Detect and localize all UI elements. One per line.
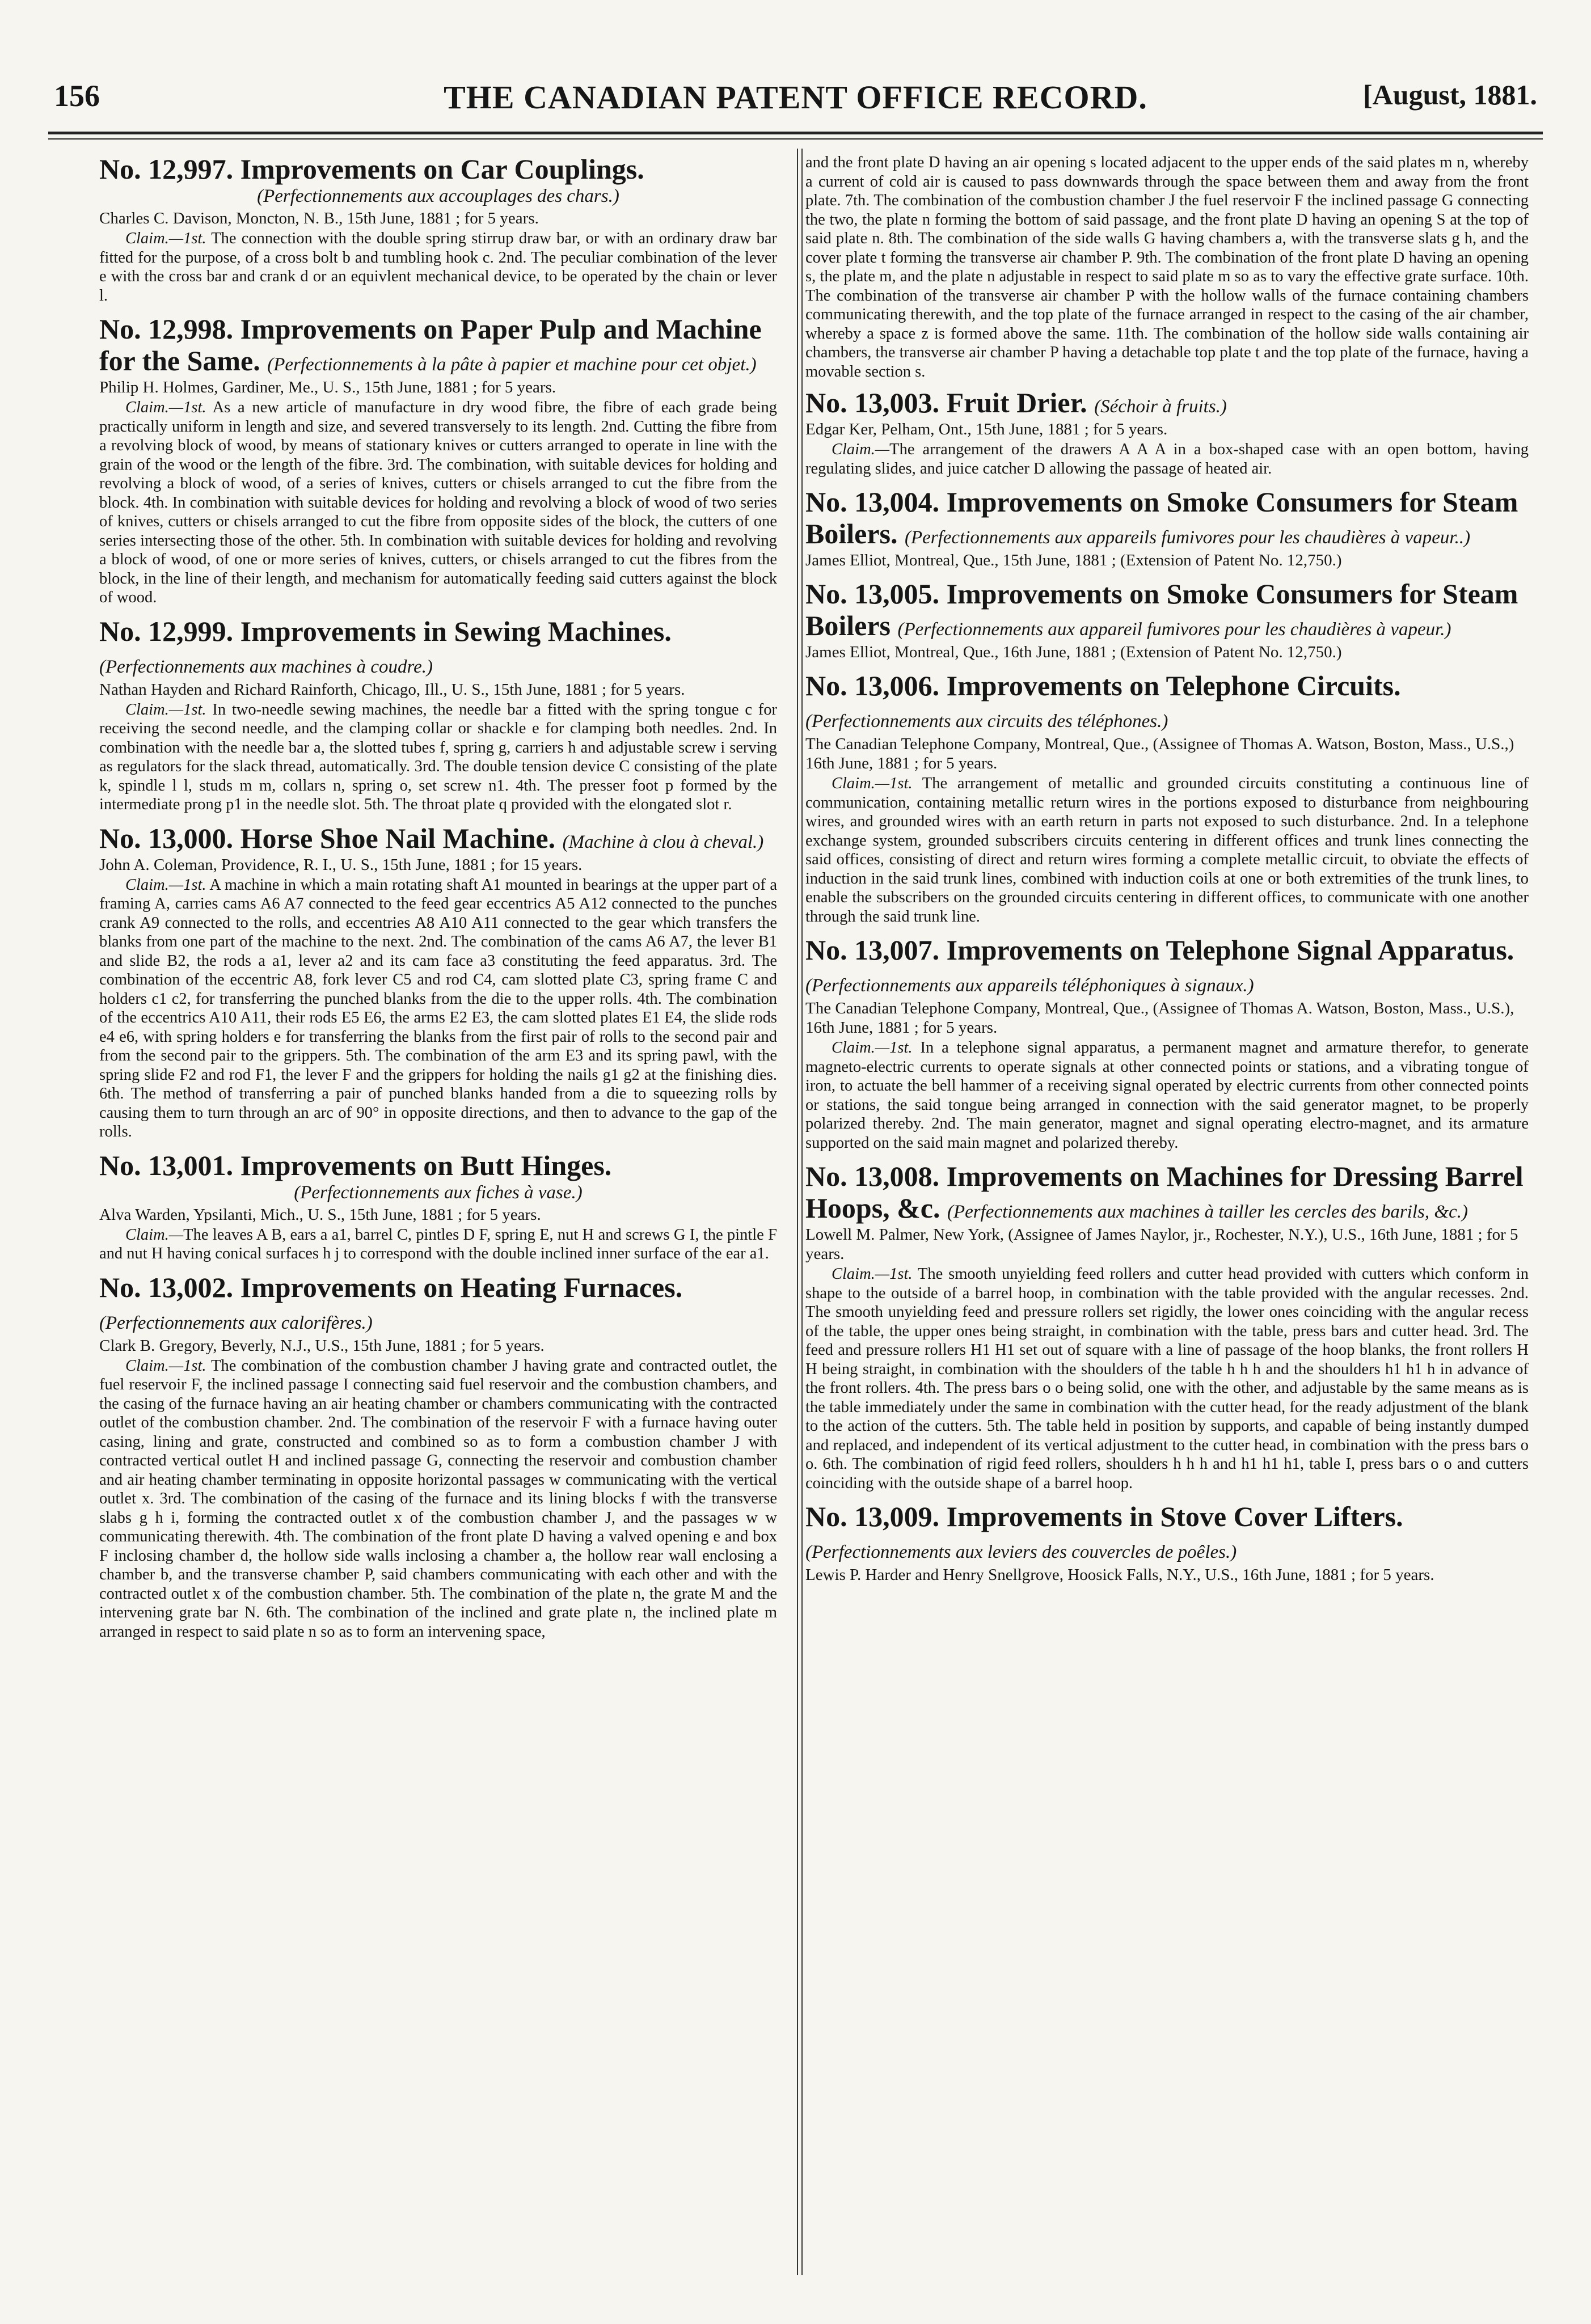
patent-inventor: John A. Coleman, Providence, R. I., U. S., 15th June, 1881 ; for 15 years. xyxy=(99,855,583,874)
claim-label: Claim.—1st. xyxy=(125,1357,206,1375)
patent-claim: The connection with the double spring stirrup draw bar, or with an ordinary draw bar fitted for the purpose, of a cross bolt b and tumbling hook c. 2nd. The peculiar combination of the lever e with the cross bar and crank d or an equivlent mechanical device, to be operated by the chain or lever l. xyxy=(99,230,777,305)
patent-title: Improvements on Heating Furnaces. xyxy=(240,1271,683,1303)
patent-inventor: James Elliot, Montreal, Que., 15th June, 1881 ; (Extension of Patent No. 12,750.) xyxy=(805,551,1342,569)
patent-title: Improvements on Smoke Consumers for Steam Boilers. xyxy=(805,486,1518,550)
claim-label: Claim.— xyxy=(125,1226,184,1244)
claim-label: Claim.—1st. xyxy=(832,775,913,792)
patent-entry-13003 xyxy=(805,387,1529,478)
patent-claim: The leaves A B, ears a a1, barrel C, pintles D F, spring E, nut H and screws G I, the pintle F and nut H having conical surfaces h j to correspond with the double inclined inner surface of the ear a1. xyxy=(99,1226,777,1262)
page-date: [August, 1881. xyxy=(1363,79,1537,111)
patent-entry-13008 xyxy=(805,1160,1529,1493)
patent-claim: In two-needle sewing machines, the needle bar a fitted with the spring tongue c for receiving the second needle, and the clamping collar or shackle e for clamping both needles. 2nd. In combination with the needle bar a, the slotted tubes f, spring g, carriers h and adjustable screw i serving as regulators for the slack thread, automatically. 3rd. The double tension device C consisting of the plate k, spindle l l, studs m m, collars n, spring o, set screw n1. 4th. The presser foot p formed by the intermediate prong p1 in the needle slot. 5th. The throat plate q provided with the elongated slot r. xyxy=(99,700,777,813)
claim-label: Claim.—1st. xyxy=(125,876,206,894)
claim-label: Claim.—1st. xyxy=(832,1039,913,1057)
patent-french-title: (Perfectionnements aux circuits des téléphones.) xyxy=(805,711,1168,732)
left-column xyxy=(99,153,777,2285)
patent-inventor: The Canadian Telephone Company, Montreal, Que., (Assignee of Thomas A. Watson, Boston, Mass., U.S.,) 16th June, 1881 ; for 5 years. xyxy=(805,735,1514,772)
patent-claim: The smooth unyielding feed rollers and cutter head provided with cutters which conform in shape to the outside of a barrel hoop, in combination with the table provided with the angular recesses. 2nd. The smooth unyielding feed and pressure rollers set rigidly, the lower ones coinciding with the angular recess of the table, the upper ones being straight, in combination with the table, press bars and cutter head. 3rd. The feed and pressure rollers H1 H1 set out of square with a line of passage of the hoop blanks, the front rollers H H being straight, in combination with the shoulders of the table h h h and the shoulders h1 h1 h in advance of the front rollers. 4th. The press bars o o being solid, one with the other, and adjustable by the same means as is the table immediately under the same in combination with the cutter head, for the ready adjustment of the blank to the action of the cutters. 5th. The table held in position by supports, and capable of being instantly dumped and replaced, and independent of its vertical adjustment to the cutter head, in combination with the press bars o o. 6th. The combination of rigid feed rollers, shoulders h h h and h1 h1 h1, table I, press bars o o and cutters coinciding with the outside shape of a barrel hoop. xyxy=(805,1265,1529,1492)
patent-claim: A machine in which a main rotating shaft A1 mounted in bearings at the upper part of a framing A, carries cams A6 A7 connected to the feed gear eccentrics A5 A12 connected to the punches crank A9 connected to the rolls, and eccentries A8 A10 A11 connected to the gear which transfers the blanks from one part of the machine to the next. 2nd. The combination of the cams A6 A7, the lever B1 and slide B2, the rods a a1, lever a2 and its cam face a3 constituting the feed apparatus. 3rd. The combination of the eccentric A8, fork lever C5 and rod C4, cam slotted plate C3, spring frame C and holders c1 c2, for transferring the punched blanks from the die to the upper rolls. 4th. The combination of the eccentrics A10 A11, their rods E5 E6, the arms E2 E3, the cam slotted plates E1 E4, the slide rods e4 e6, with spring holders e for transferring the blanks from the first pair of rolls to the second pair and from the second pair to the grippers. 5th. The combination of the arm E3 and its spring pawl, with the spring slide F2 and rod F1, the lever F and the grippers for holding the nails g1 g2 at the finishing dies. 6th. The method of transferring a pair of punched blanks handed from a die to squeezing rolls by causing them to turn through an arc of 90° in opposite directions, and then to advance to the gap of the rolls. xyxy=(99,876,777,1140)
patent-inventor: Alva Warden, Ypsilanti, Mich., U. S., 15th June, 1881 ; for 5 years. xyxy=(99,1205,541,1224)
patent-title: Improvements on Telephone Circuits. xyxy=(946,670,1401,702)
patent-entry-13009 xyxy=(805,1501,1529,1584)
header-rule-thin xyxy=(48,138,1543,140)
patent-french-title: (Séchoir à fruits.) xyxy=(1094,396,1227,417)
patent-number: No. 13,005. xyxy=(805,578,940,610)
patent-title: Horse Shoe Nail Machine. xyxy=(240,822,556,854)
patent-french-title: (Perfectionnements aux appareil fumivores pour les chaudières à vapeur.) xyxy=(897,619,1451,640)
patent-inventor: Nathan Hayden and Richard Rainforth, Chicago, Ill., U. S., 15th June, 1881 ; for 5 years. xyxy=(99,680,685,699)
patent-french-title: (Perfectionnements aux fiches à vase.) xyxy=(294,1182,583,1203)
patent-french-title: (Perfectionnements aux machines à tailler les cercles des barils, &c.) xyxy=(947,1202,1468,1222)
continued-claim-text: and the front plate D having an air opening s located adjacent to the upper ends of the said plates m n, whereby a current of cold air is caused to pass downwards through the space between them and away from the front plate. 7th. The combination of the combustion chamber J the fuel reservoir F the inclined passage G connecting the two, the plate n forming the bottom of said passage, and the front plate D having an opening S at the top of said plate n. 8th. The combination of the side walls G having chambers a, with the transverse slats g h, and the cover plate t forming the transverse air chamber P. 9th. The combination of the front plate D having an opening s, the plate m, and the plate n adjustable in respect to said plate m so as to vary the effective grate surface. 10th. The combination of the transverse air chamber P with the hollow walls of the furnace containing chambers communicating therewith, and the top plate of the furnace arranged in respect to the casing of the air chamber, whereby a space z is formed above the same. 11th. The combination of the hollow side walls containing air chambers, the transverse air chamber P having a detachable top plate t and the top plate of the furnace, having a movable section s. xyxy=(805,154,1529,381)
claim-label: Claim.— xyxy=(832,441,890,458)
patent-inventor: James Elliot, Montreal, Que., 16th June, 1881 ; (Extension of Patent No. 12,750.) xyxy=(805,643,1342,661)
claim-label: Claim.—1st. xyxy=(125,399,206,416)
patent-number: No. 12,999. xyxy=(99,615,234,647)
column-divider-inner xyxy=(801,149,803,2275)
patent-inventor: Lewis P. Harder and Henry Snellgrove, Hoosick Falls, N.Y., U.S., 16th June, 1881 ; for 5 years. xyxy=(805,1566,1434,1584)
patent-number: No. 12,997. xyxy=(99,153,234,185)
patent-entry-12998 xyxy=(99,313,777,607)
patent-entry-12999 xyxy=(99,615,777,814)
patent-number: No. 13,003. xyxy=(805,387,940,419)
patent-title: Improvements in Stove Cover Lifters. xyxy=(946,1501,1403,1532)
patent-french-title: (Perfectionnements aux appareils fumivores pour les chaudières à vapeur..) xyxy=(904,527,1471,548)
patent-french-title: (Perfectionnements aux appareils téléphoniques à signaux.) xyxy=(805,975,1254,996)
patent-title: Improvements in Sewing Machines. xyxy=(240,615,672,647)
patent-entry-13004 xyxy=(805,486,1529,570)
patent-title: Improvements on Car Couplings. xyxy=(240,153,644,185)
patent-inventor: Philip H. Holmes, Gardiner, Me., U. S., 15th June, 1881 ; for 5 years. xyxy=(99,378,556,396)
patent-claim: The arrangement of the drawers A A A in a box-shaped case with an open bottom, having regulating slides, and juice catcher D allowing the passage of heated air. xyxy=(805,441,1529,478)
patent-entry-13005 xyxy=(805,578,1529,662)
column-divider xyxy=(797,149,798,2275)
patent-title: Improvements on Paper Pulp and Machine for the Same. xyxy=(99,313,762,377)
patent-title: Improvements on Telephone Signal Apparatus. xyxy=(946,934,1514,966)
patent-entry-13007 xyxy=(805,934,1529,1152)
patent-claim: As a new article of manufacture in dry wood fibre, the fibre of each grade being practically uniform in length and size, and severed transversely to its length. 2nd. Cutting the fibre from a revolving block of wood, by means of stationary knives or cutters arranged to operate in line with the grain of the wood or the length of the fibre. 3rd. The combination, with suitable devices for holding and revolving a block of wood, of a series of knives, cutters or chisels arranged to cut the fibre from the block. 4th. In combination with suitable devices for holding and revolving a block of wood of two series of knives, cutters or chisels arranged to cut the fibre from opposite sides of the block, the cutters of one series intersecting those of the other. 5th. In combination with suitable devices for holding and revolving a block of wood, of one or more series of knives, cutters, or chisels arranged to cut the fibres from the block, in the line of their length, and mechanism for automatically feeding said cutters against the block of wood. xyxy=(99,399,777,606)
patent-french-title: (Machine à clou à cheval.) xyxy=(562,831,764,852)
patent-number: No. 12,998. xyxy=(99,313,234,345)
patent-french-title: (Perfectionnements à la pâte à papier et machine pour cet objet.) xyxy=(267,354,757,375)
patent-title: Improvements on Machines for Dressing Barrel Hoops, &c. xyxy=(805,1160,1524,1224)
patent-number: No. 13,009. xyxy=(805,1501,940,1532)
patent-inventor: Charles C. Davison, Moncton, N. B., 15th June, 1881 ; for 5 years. xyxy=(99,209,539,227)
patent-french-title: (Perfectionnements aux machines à coudre.) xyxy=(99,656,433,677)
patent-title: Fruit Drier. xyxy=(946,387,1087,419)
patent-inventor: Lowell M. Palmer, New York, (Assignee of James Naylor, jr., Rochester, N.Y.), U.S., 16th June, 1881 ; for 5 years. xyxy=(805,1226,1518,1263)
patent-entry-13001 xyxy=(99,1150,777,1264)
patent-number: No. 13,002. xyxy=(99,1271,234,1303)
page-header xyxy=(54,67,1537,118)
patent-claim: The combination of the combustion chamber J having grate and contracted outlet, the fuel reservoir F, the inclined passage I connecting said fuel reservoir and the combustion chambers, and the casing of the furnace having an air heating chamber or chambers communicating with the contracted outlet of the combustion chamber. 2nd. The combination of the reservoir F with a furnace having outer casing, lining and grate, constructed and combined so as to form a combustion chamber J with contracted vertical outlet H and inclined passage G, connecting the reservoir and combustion chamber and air heating chamber terminating in opposite horizontal passages w communicating with the vertical outlet x. 3rd. The combination of the casing of the furnace and its lining blocks f with the transverse slabs g h i, forming the contracted outlet x of the combustion chamber J, and the passages w w communicating therewith. 4th. The combination of the front plate D having a valved opening e and box F inclosing chamber d, the hollow side walls inclosing a chamber a, the hollow rear wall enclosing a chamber b, and the transverse chamber P, said chambers communicating with each other and with the contracted outlet x of the combustion chamber. 5th. The combination of the plate n, the grate M and the intervening grate bar N. 6th. The combination of the inclined and grate plate n, the inclined plate m arranged in respect to said plate n so as to form an intervening space, xyxy=(99,1357,777,1641)
patent-inventor: Edgar Ker, Pelham, Ont., 15th June, 1881 ; for 5 years. xyxy=(805,420,1168,438)
page-number: 156 xyxy=(54,79,100,113)
patent-title: Improvements on Butt Hinges. xyxy=(240,1149,612,1181)
patent-number: No. 13,008. xyxy=(805,1160,940,1192)
patent-entry-13006 xyxy=(805,670,1529,926)
patent-number: No. 13,006. xyxy=(805,670,940,702)
claim-label: Claim.—1st. xyxy=(832,1265,913,1283)
right-column xyxy=(805,153,1529,2285)
patent-french-title: (Perfectionnements aux leviers des couvercles de poêles.) xyxy=(805,1542,1237,1562)
header-rule xyxy=(48,132,1543,134)
patent-claim: In a telephone signal apparatus, a permanent magnet and armature therefor, to generate magneto-electric currents to operate signals at other connected points or stations, and a vibrating tongue of iron, to actuate the bell hammer of a receiving signal operated by electric currents from other connected points or stations, the said tongue being arranged in connection with the said generator magnet, to be properly polarized thereby. 2nd. The main generator, magnet and signal operating electro-magnet, and its armature supported on the said main magnet and polarized thereby. xyxy=(805,1039,1529,1152)
patent-number: No. 13,004. xyxy=(805,486,940,518)
claim-label: Claim.—1st. xyxy=(125,230,206,247)
patent-number: No. 13,007. xyxy=(805,934,940,966)
patent-number: No. 13,000. xyxy=(99,822,234,854)
patent-entry-13002 xyxy=(99,1271,777,1642)
patent-title: Improvements on Smoke Consumers for Steam Boilers xyxy=(805,578,1518,641)
patent-french-title: (Perfectionnements aux calorifères.) xyxy=(99,1312,373,1333)
patent-inventor: Clark B. Gregory, Beverly, N.J., U.S., 15th June, 1881 ; for 5 years. xyxy=(99,1336,545,1355)
patent-entry-12997 xyxy=(99,153,777,305)
patent-entry-13000 xyxy=(99,822,777,1142)
patent-inventor: The Canadian Telephone Company, Montreal, Que., (Assignee of Thomas A. Watson, Boston, Mass., U.S.), 16th June, 1881 ; for 5 years. xyxy=(805,999,1514,1037)
claim-label: Claim.—1st. xyxy=(125,700,206,719)
patent-claim: The arrangement of metallic and grounded circuits constituting a continuous line of communication, containing metallic return wires in the portions exposed to disturbance from neighbouring wires, and grounded wires with an earth return in parts not exposed to such disturbance. 2nd. In a telephone exchange system, grounded subscribers circuits centering in different offices and trunk lines connecting the said offices, consisting of direct and return wires forming a complete metallic circuit, to obviate the effects of induction in the said trunk lines, combined with induction coils at one or both extremities of the trunk lines, to enable the subscribers on the grounded circuits centering in different offices, to communicate with one another through the said trunk line. xyxy=(805,775,1529,926)
patent-french-title: (Perfectionnements aux accouplages des chars.) xyxy=(257,186,619,206)
patent-number: No. 13,001. xyxy=(99,1149,234,1181)
page-title: THE CANADIAN PATENT OFFICE RECORD. xyxy=(444,79,1147,116)
